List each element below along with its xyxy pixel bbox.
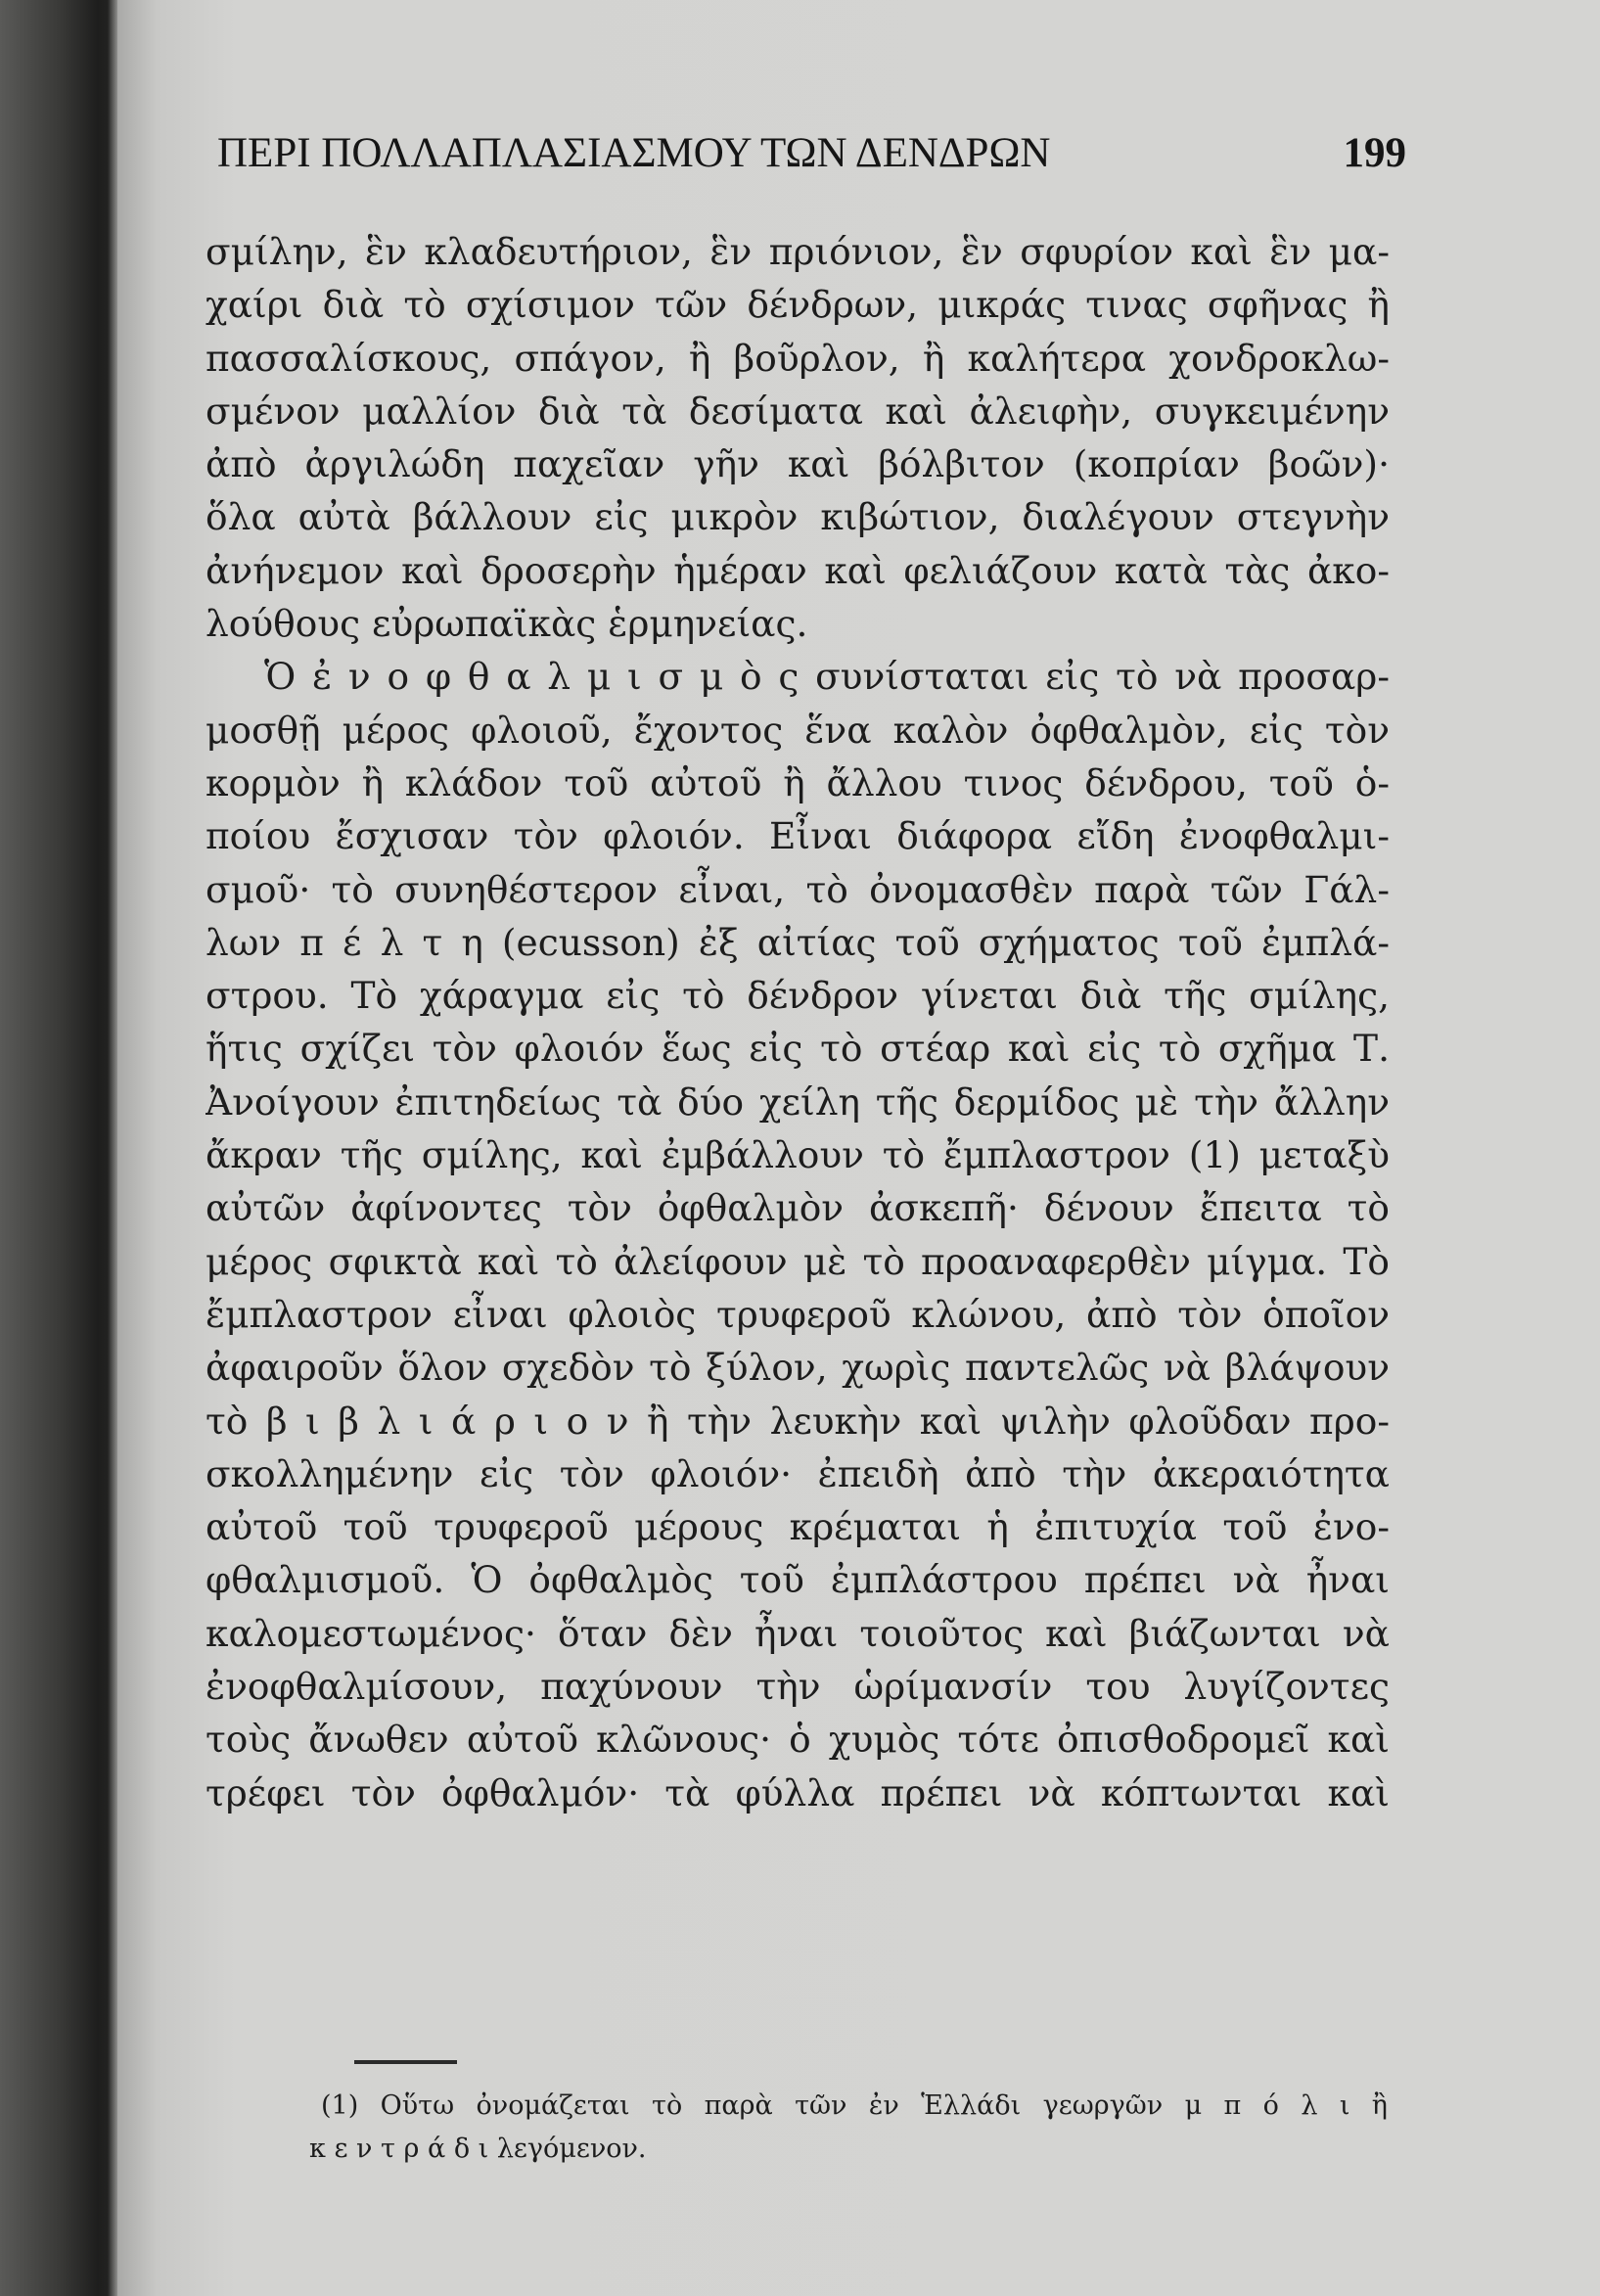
text-line: στρου. Τὸ χάραγμα εἰς τὸ δένδρον γίνεται διὰ τῆς σμίλης, (206, 974, 1390, 1018)
text-line: ἀπὸ ἀργιλώδη παχεῖαν γῆν καὶ βόλβιτον (κοπρίαν βοῶν)· (206, 442, 1390, 486)
text-line: χαίρι διὰ τὸ σχίσιμον τῶν δένδρων, μικράς τινας σφῆνας ἢ (206, 283, 1390, 327)
text-line: μοσθῇ μέρος φλοιοῦ, ἔχοντος ἕνα καλὸν ὀφθαλμὸν, εἰς τὸν (206, 708, 1390, 752)
text-line: μέρος σφικτὰ καὶ τὸ ἀλείφουν μὲ τὸ προαναφερθὲν μίγμα. Τὸ (206, 1239, 1390, 1283)
page-number: 199 (1343, 130, 1406, 176)
text-line: ἄκραν τῆς σμίλης, καὶ ἐμβάλλουν τὸ ἔμπλαστρον (1) μεταξὺ (206, 1133, 1390, 1177)
text-line: καλομεστωμένος· ὅταν δὲν ἦναι τοιοῦτος καὶ βιάζωνται νὰ (206, 1611, 1390, 1655)
text-line: αὐτοῦ τοῦ τρυφεροῦ μέρους κρέμαται ἡ ἐπιτυχία τοῦ ἐνο- (206, 1505, 1390, 1549)
running-header (217, 129, 1406, 188)
text-line: φθαλμισμοῦ. Ὁ ὀφθαλμὸς τοῦ ἐμπλάστρου πρέπει νὰ ἦναι (206, 1558, 1390, 1602)
body-text (206, 225, 1390, 1819)
text-line: τοὺς ἄνωθεν αὐτοῦ κλῶνους· ὁ χυμὸς τότε ὀπισθοδρομεῖ καὶ (206, 1718, 1390, 1762)
text-line: ὅλα αὐτὰ βάλλουν εἰς μικρὸν κιβώτιον, διαλέγουν στεγνὴν (206, 495, 1390, 539)
text-line: σμίλην, ἓν κλαδευτήριον, ἓν πριόνιον, ἓν σφυρίον καὶ ἓν μα- (206, 230, 1390, 273)
text-line: ἔμπλαστρον εἶναι φλοιὸς τρυφεροῦ κλώνου, ἀπὸ τὸν ὁποῖον (206, 1292, 1390, 1336)
text-line: αὐτῶν ἀφίνοντες τὸν ὀφθαλμὸν ἀσκεπῆ· δένουν ἔπειτα τὸ (206, 1186, 1390, 1230)
text-line: λων π έ λ τ η (ecusson) ἐξ αἰτίας τοῦ σχήματος τοῦ ἐμπλά- (206, 920, 1390, 964)
text-line: λούθους εὐρωπαϊκὰς ἑρμηνείας. (206, 602, 808, 646)
text-line: σκολλημένην εἰς τὸν φλοιόν· ἐπειδὴ ἀπὸ τὴν ἀκεραιότητα (206, 1451, 1390, 1495)
text-line: ἀφαιροῦν ὅλον σχεδὸν τὸ ξύλον, χωρὶς παντελῶς νὰ βλάψουν (206, 1346, 1390, 1390)
text-line: κορμὸν ἢ κλάδον τοῦ αὐτοῦ ἢ ἄλλου τινος δένδρου, τοῦ ὁ- (206, 760, 1390, 804)
text-line: σμοῦ· τὸ συνηθέστερον εἶναι, τὸ ὀνομασθὲν παρὰ τῶν Γάλ- (206, 867, 1390, 911)
text-line: ἀνήνεμον καὶ δροσερὴν ἡμέραν καὶ φελιάζουν κατὰ τὰς ἀκο- (206, 548, 1390, 592)
footnote-line: κ ε ν τ ρ ά δ ι λεγόμενον. (309, 2134, 647, 2164)
text-line: ποίου ἔσχισαν τὸν φλοιόν. Εἶναι διάφορα εἴδη ἐνοφθαλμι- (206, 814, 1390, 858)
text-line: Ἀνοίγουν ἐπιτηδείως τὰ δύο χείλη τῆς δερμίδος μὲ τὴν ἄλλην (206, 1079, 1390, 1124)
text-line: σμένον μαλλίον διὰ τὰ δεσίματα καὶ ἀλειφὴν, συγκειμένην (206, 389, 1390, 433)
text-line: τὸ β ι β λ ι ά ρ ι ο ν ἢ τὴν λευκὴν καὶ ψιλὴν φλοῦδαν προ- (206, 1399, 1390, 1443)
footnote-divider (354, 2060, 457, 2064)
text-line: ἐνοφθαλμίσουν, παχύνουν τὴν ὡρίμανσίν του λυγίζοντες (206, 1665, 1390, 1709)
footnote-line: (1) Οὕτω ὀνομάζεται τὸ παρὰ τῶν ἐν Ἑλλάδι γεωργῶν μ π ό λ ι ἢ (321, 2090, 1388, 2121)
paragraph-start-line: Ὁ ἐ ν ο φ θ α λ μ ι σ μ ὸ ς συνίσταται εἰς τὸ νὰ προσαρ- (264, 655, 1390, 699)
text-line: πασσαλίσκους, σπάγον, ἢ βοῦρλον, ἢ καλήτερα χονδροκλω- (206, 336, 1390, 380)
running-title: ΠΕΡΙ ΠΟΛΛΑΠΛΑΣΙΑΣΜΟΥ ΤΩΝ ΔΕΝΔΡΩΝ (217, 130, 1051, 176)
text-line: ἥτις σχίζει τὸν φλοιόν ἕως εἰς τὸ στέαρ καὶ εἰς τὸ σχῆμα Τ. (206, 1027, 1390, 1071)
book-gutter (0, 0, 117, 2296)
text-line: τρέφει τὸν ὀφθαλμόν· τὰ φύλλα πρέπει νὰ κόπτωνται καὶ (206, 1770, 1390, 1814)
footnotes (309, 2085, 1388, 2171)
